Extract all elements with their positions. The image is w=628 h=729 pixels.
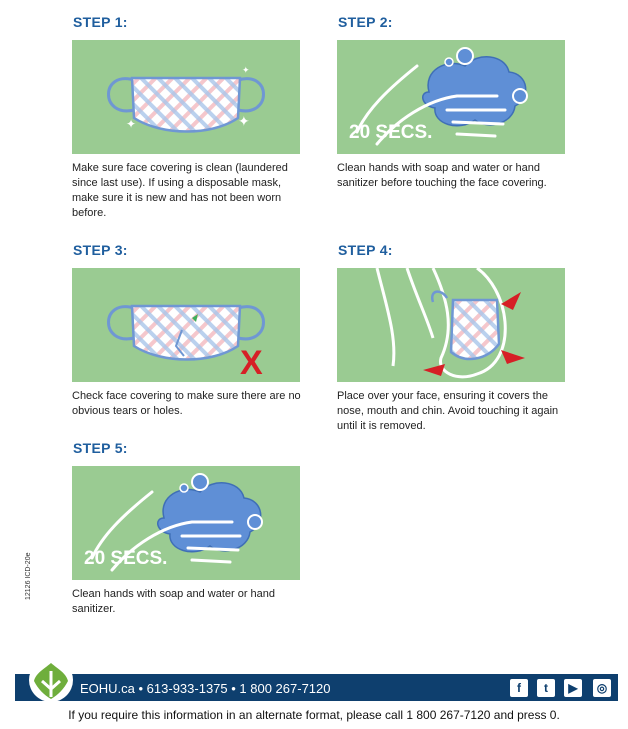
facebook-icon[interactable]: f (510, 679, 528, 697)
step-3-title: STEP 3: (73, 242, 128, 258)
svg-text:✦: ✦ (238, 113, 250, 129)
instagram-icon[interactable]: ◎ (593, 679, 611, 697)
svg-text:✦: ✦ (126, 117, 137, 131)
step-1-caption: Make sure face covering is clean (laundered since last use). If using a disposable mask, make sure it is new and has not been worn before. (72, 162, 288, 219)
step-5-title: STEP 5: (73, 440, 128, 456)
step-5-caption: Clean hands with soap and water or hand sanitizer. (72, 588, 276, 615)
step-2-caption: Clean hands with soap and water or hand sanitizer before touching the face covering. (337, 162, 547, 189)
step-1-title: STEP 1: (73, 14, 128, 30)
step-3-illustration (72, 268, 300, 382)
alternate-format-notice: If you require this information in an alternate format, please call 1 800 267-7120 and press 0. (68, 708, 560, 722)
step-4-illustration (337, 268, 565, 382)
svg-text:X: X (240, 344, 263, 382)
step-3-caption: Check face covering to make sure there are no obvious tears or holes. (72, 390, 301, 417)
twitter-icon[interactable]: t (537, 679, 555, 697)
step-4-caption: Place over your face, ensuring it covers the nose, mouth and chin. Avoid touching it again until it is removed. (337, 390, 559, 432)
step-1-illustration (72, 40, 300, 154)
youtube-icon[interactable]: ▶ (564, 679, 582, 697)
step-4-title: STEP 4: (338, 242, 393, 258)
document-code: 12126 ICD-20e (25, 552, 32, 600)
svg-text:✦: ✦ (242, 65, 250, 75)
step-2-illustration (337, 40, 565, 154)
step-2-title: STEP 2: (338, 14, 393, 30)
eohu-logo-icon (28, 657, 74, 703)
step-5-timer-badge: 20 SECS. (84, 548, 168, 569)
footer-contact-info: EOHU.ca • 613-933-1375 • 1 800 267-7120 (80, 681, 331, 696)
step-5-illustration (72, 466, 300, 580)
step-2-timer-badge: 20 SECS. (349, 122, 433, 143)
